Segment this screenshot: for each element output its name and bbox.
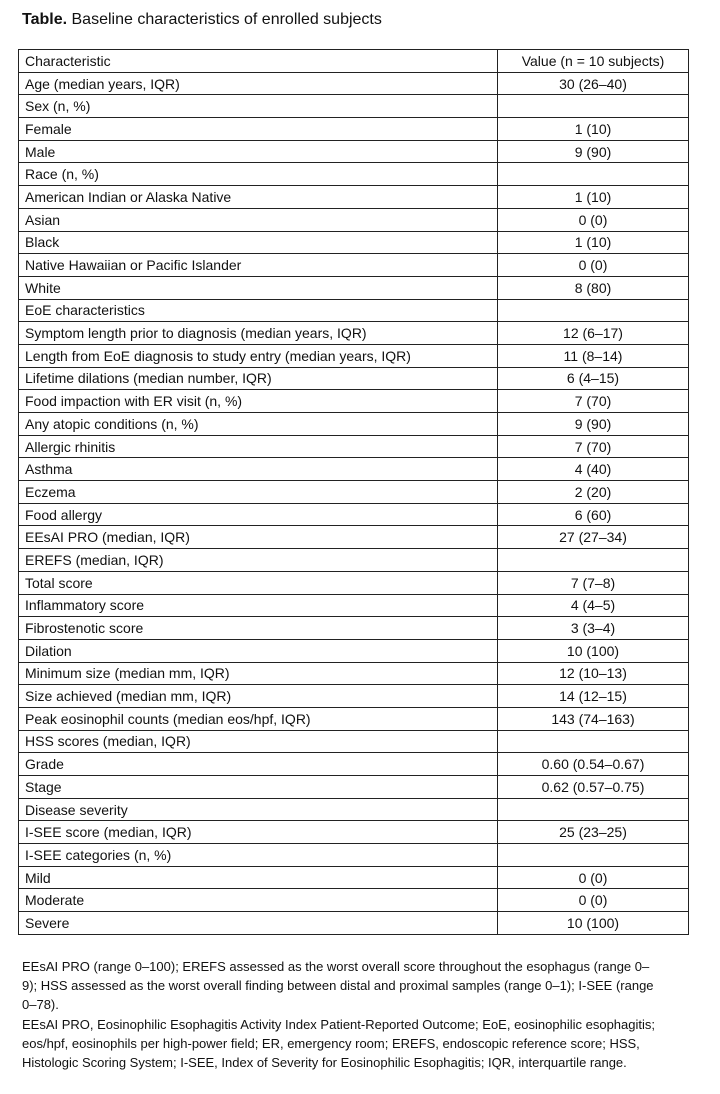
row-label: Female <box>19 118 498 141</box>
table-row <box>19 163 689 186</box>
row-label: Severe <box>19 912 498 935</box>
row-label: White <box>19 276 498 299</box>
row-label: Length from EoE diagnosis to study entry (median years, IQR) <box>19 344 498 367</box>
row-label: Mild <box>19 866 498 889</box>
row-value: 0 (0) <box>498 208 689 231</box>
row-label: Inflammatory score <box>19 594 498 617</box>
row-label: American Indian or Alaska Native <box>19 186 498 209</box>
row-value: 8 (80) <box>498 276 689 299</box>
header-characteristic: Characteristic <box>19 50 498 73</box>
row-value: 7 (7–8) <box>498 571 689 594</box>
row-label: Native Hawaiian or Pacific Islander <box>19 254 498 277</box>
row-value <box>498 798 689 821</box>
table-row <box>19 435 689 458</box>
row-value: 6 (60) <box>498 503 689 526</box>
row-value: 2 (20) <box>498 481 689 504</box>
row-value <box>498 730 689 753</box>
row-value: 1 (10) <box>498 186 689 209</box>
row-label: Eczema <box>19 481 498 504</box>
table-row <box>19 866 689 889</box>
table-row <box>19 276 689 299</box>
row-value: 4 (4–5) <box>498 594 689 617</box>
header-value: Value (n = 10 subjects) <box>498 50 689 73</box>
row-label: Food allergy <box>19 503 498 526</box>
table-row <box>19 481 689 504</box>
table-row <box>19 367 689 390</box>
row-value <box>498 844 689 867</box>
row-value: 0 (0) <box>498 889 689 912</box>
table-row <box>19 413 689 436</box>
table-row <box>19 322 689 345</box>
table-row <box>19 254 689 277</box>
table-row <box>19 458 689 481</box>
row-label: I-SEE score (median, IQR) <box>19 821 498 844</box>
table-row <box>19 753 689 776</box>
row-value <box>498 299 689 322</box>
row-value: 0.60 (0.54–0.67) <box>498 753 689 776</box>
row-label: Male <box>19 140 498 163</box>
row-label: Allergic rhinitis <box>19 435 498 458</box>
row-label: HSS scores (median, IQR) <box>19 730 498 753</box>
row-value: 1 (10) <box>498 231 689 254</box>
table-row <box>19 140 689 163</box>
table-footnotes <box>22 957 662 1072</box>
table-row <box>19 390 689 413</box>
row-value: 143 (74–163) <box>498 707 689 730</box>
row-label: Disease severity <box>19 798 498 821</box>
row-label: EoE characteristics <box>19 299 498 322</box>
row-label: Symptom length prior to diagnosis (median years, IQR) <box>19 322 498 345</box>
row-label: Race (n, %) <box>19 163 498 186</box>
table-header-row <box>19 50 689 73</box>
row-label: Stage <box>19 776 498 799</box>
row-label: Food impaction with ER visit (n, %) <box>19 390 498 413</box>
row-value: 0.62 (0.57–0.75) <box>498 776 689 799</box>
row-value: 12 (6–17) <box>498 322 689 345</box>
row-label: Total score <box>19 571 498 594</box>
caption-label: Table. <box>22 11 68 28</box>
baseline-characteristics-table <box>18 49 689 935</box>
row-label: EREFS (median, IQR) <box>19 549 498 572</box>
table-row <box>19 503 689 526</box>
row-value: 7 (70) <box>498 390 689 413</box>
row-value: 3 (3–4) <box>498 617 689 640</box>
row-value: 7 (70) <box>498 435 689 458</box>
table-row <box>19 594 689 617</box>
row-value <box>498 95 689 118</box>
table-row <box>19 208 689 231</box>
table-row <box>19 549 689 572</box>
row-value: 10 (100) <box>498 639 689 662</box>
row-value: 11 (8–14) <box>498 344 689 367</box>
table-row <box>19 776 689 799</box>
row-label: Size achieved (median mm, IQR) <box>19 685 498 708</box>
row-value: 14 (12–15) <box>498 685 689 708</box>
table-row <box>19 821 689 844</box>
row-value: 25 (23–25) <box>498 821 689 844</box>
row-label: Minimum size (median mm, IQR) <box>19 662 498 685</box>
table-row <box>19 798 689 821</box>
row-value: 10 (100) <box>498 912 689 935</box>
table-row <box>19 72 689 95</box>
table-row <box>19 662 689 685</box>
table-row <box>19 912 689 935</box>
row-label: Lifetime dilations (median number, IQR) <box>19 367 498 390</box>
row-value: 27 (27–34) <box>498 526 689 549</box>
caption-text: Baseline characteristics of enrolled subjects <box>71 11 382 28</box>
table-row <box>19 231 689 254</box>
table-row <box>19 118 689 141</box>
row-label: Moderate <box>19 889 498 912</box>
row-value <box>498 549 689 572</box>
table-caption <box>22 10 382 30</box>
row-value: 30 (26–40) <box>498 72 689 95</box>
row-label: Age (median years, IQR) <box>19 72 498 95</box>
row-label: Grade <box>19 753 498 776</box>
row-label: Asian <box>19 208 498 231</box>
footnote-abbreviations: EEsAI PRO, Eosinophilic Esophagitis Activity Index Patient-Reported Outcome; EoE, eosinophilic esophagitis; eos/hpf, eosinophils per high-power field; ER, emergency room; EREFS, endoscopic reference score; HSS, Histologic Scoring System; I-SEE, Index of Severity for Eosinophilic Esophagitis; IQR, interquartile range. <box>22 1016 655 1071</box>
footnote-ranges: EEsAI PRO (range 0–100); EREFS assessed as the worst overall score throughout the esophagus (range 0–9); HSS assessed as the worst overall finding between distal and proximal samples (range 0–1); I-SEE (range 0–78). <box>22 959 654 1013</box>
table-row <box>19 707 689 730</box>
row-label: Fibrostenotic score <box>19 617 498 640</box>
table-row <box>19 186 689 209</box>
row-label: I-SEE categories (n, %) <box>19 844 498 867</box>
row-label: Any atopic conditions (n, %) <box>19 413 498 436</box>
row-value: 6 (4–15) <box>498 367 689 390</box>
row-label: Dilation <box>19 639 498 662</box>
row-value: 0 (0) <box>498 254 689 277</box>
table-row <box>19 639 689 662</box>
row-label: EEsAI PRO (median, IQR) <box>19 526 498 549</box>
row-value: 4 (40) <box>498 458 689 481</box>
table-row <box>19 685 689 708</box>
table-row <box>19 889 689 912</box>
table-row <box>19 526 689 549</box>
row-label: Peak eosinophil counts (median eos/hpf, IQR) <box>19 707 498 730</box>
table-row <box>19 730 689 753</box>
row-value: 12 (10–13) <box>498 662 689 685</box>
row-value: 9 (90) <box>498 413 689 436</box>
table-row <box>19 617 689 640</box>
row-label: Black <box>19 231 498 254</box>
table-row <box>19 95 689 118</box>
row-value: 0 (0) <box>498 866 689 889</box>
row-value: 9 (90) <box>498 140 689 163</box>
table-row <box>19 571 689 594</box>
table-row <box>19 299 689 322</box>
row-label: Asthma <box>19 458 498 481</box>
row-value <box>498 163 689 186</box>
table-row <box>19 344 689 367</box>
table-row <box>19 844 689 867</box>
row-value: 1 (10) <box>498 118 689 141</box>
row-label: Sex (n, %) <box>19 95 498 118</box>
